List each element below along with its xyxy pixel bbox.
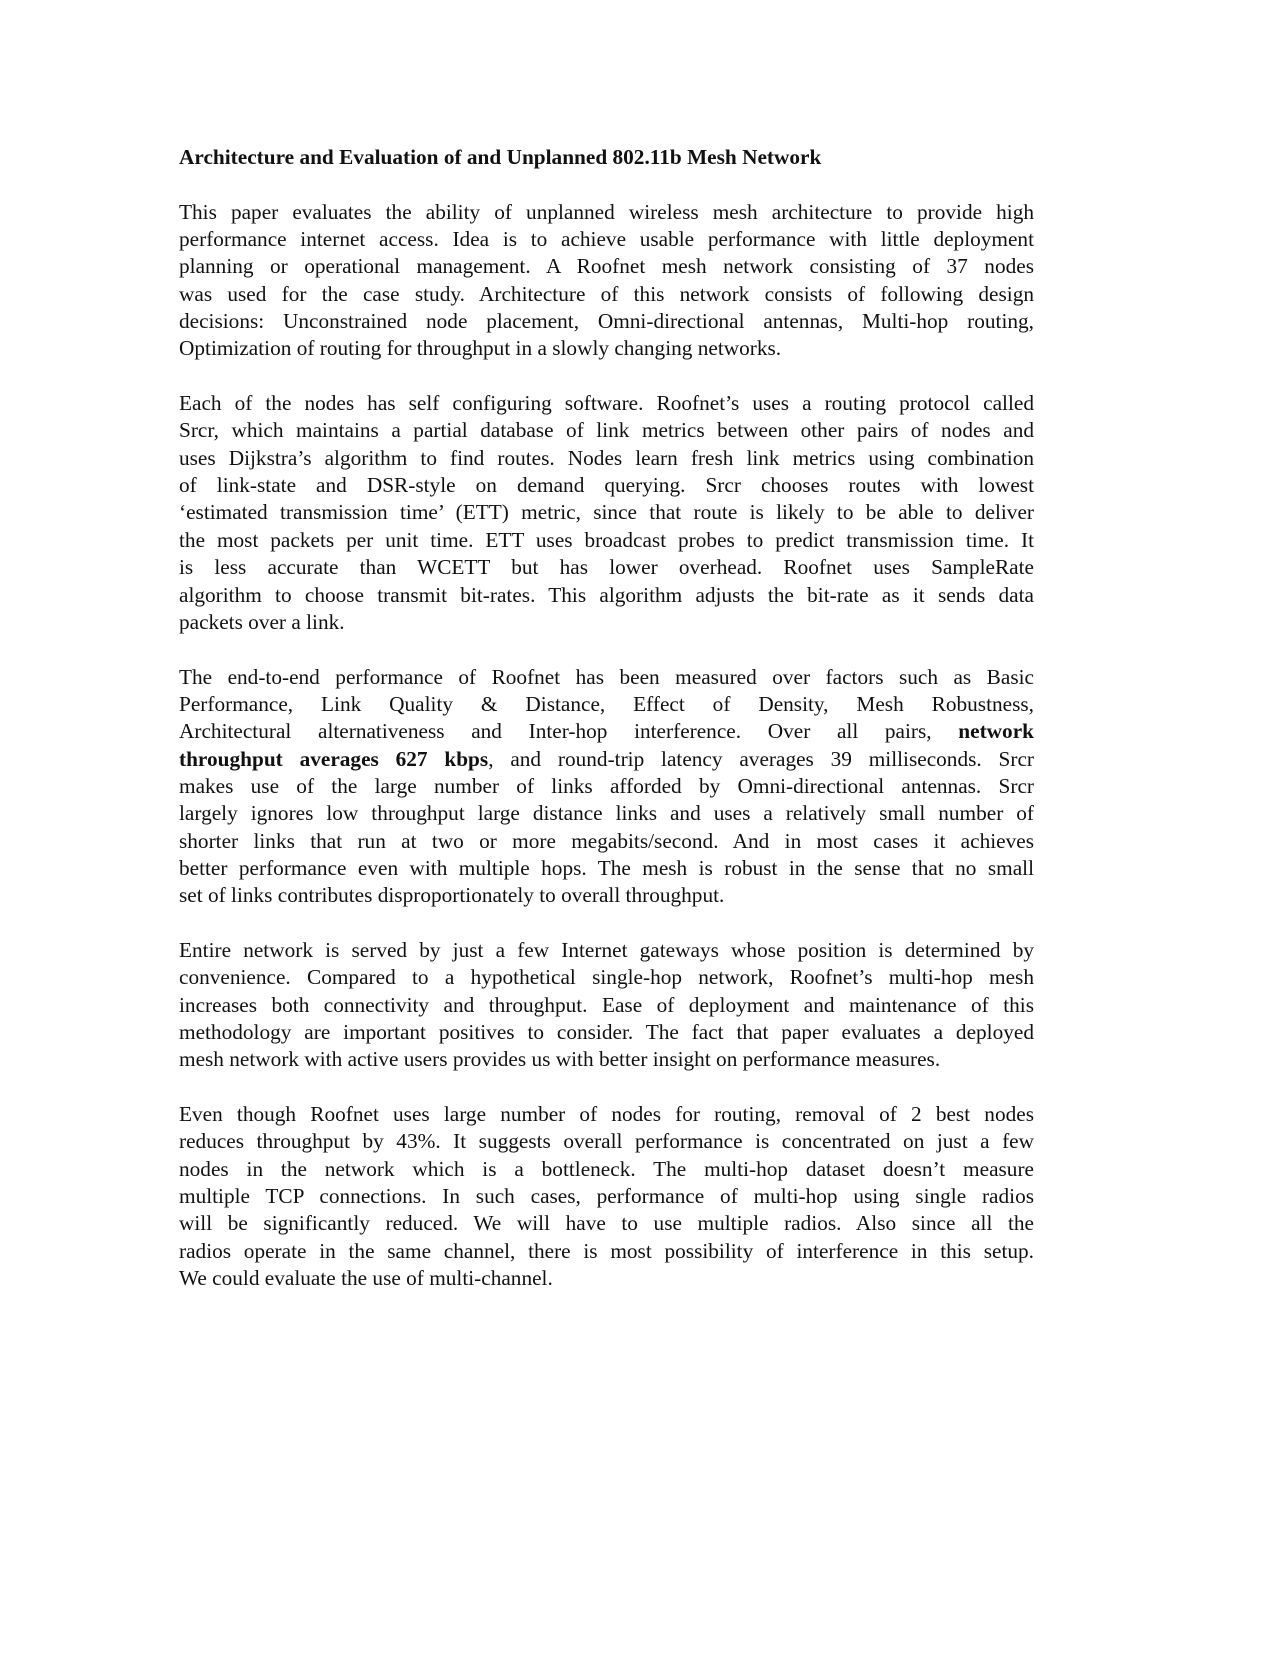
text-line: shorter links that run at two or more megabits/second. And in most cases it achieves (179, 828, 1034, 853)
paragraph (179, 937, 1034, 1074)
text-line: Each of the nodes has self configuring software. Roofnet’s uses a routing protocol called (179, 391, 1034, 416)
paragraph (179, 390, 1034, 636)
text-line: radios operate in the same channel, there is most possibility of interference in this setup. (179, 1238, 1034, 1263)
text-segment: Architectural alternativeness and Inter-hop interference. Over all pairs, (179, 719, 959, 744)
bold-text: network (958, 719, 1034, 744)
text-line: better performance even with multiple hops. The mesh is robust in the sense that no small (179, 855, 1034, 880)
spacer (179, 171, 1034, 198)
text-line: mesh network with active users provides us with better insight on performance measures. (179, 1047, 941, 1072)
text-line: uses Dijkstra’s algorithm to find routes. Nodes learn fresh link metrics using combination (179, 445, 1034, 470)
spacer (179, 363, 1034, 390)
text-line: the most packets per unit time. ETT uses broadcast probes to predict transmission time. It (179, 527, 1034, 552)
text-line: nodes in the network which is a bottleneck. The multi-hop dataset doesn’t measure (179, 1156, 1034, 1181)
text-line: reduces throughput by 43%. It suggests overall performance is concentrated on just a few (179, 1129, 1034, 1154)
spacer (179, 910, 1034, 937)
document-page (179, 144, 1034, 1292)
text-line: is less accurate than WCETT but has lower overhead. Roofnet uses SampleRate (179, 555, 1034, 580)
text-line: We could evaluate the use of multi-channel. (179, 1266, 553, 1291)
text-line: planning or operational management. A Roofnet mesh network consisting of 37 nodes (179, 254, 1034, 279)
text-line: Optimization of routing for throughput in a slowly changing networks. (179, 336, 782, 361)
text-line: convenience. Compared to a hypothetical single-hop network, Roofnet’s multi-hop mesh (179, 965, 1034, 990)
text-line: Even though Roofnet uses large number of nodes for routing, removal of 2 best nodes (179, 1102, 1034, 1127)
text-line: Srcr, which maintains a partial database of link metrics between other pairs of nodes and (179, 418, 1034, 443)
text-line: algorithm to choose transmit bit-rates. This algorithm adjusts the bit-rate as it sends data (179, 582, 1034, 607)
text-segment: , and round-trip latency averages 39 milliseconds. Srcr (488, 746, 1035, 771)
text-line: Entire network is served by just a few Internet gateways whose position is determined by (179, 937, 1034, 962)
paragraph (179, 1101, 1034, 1292)
document-body (179, 199, 1034, 1293)
text-line (179, 718, 1034, 745)
text-line: was used for the case study. Architecture of this network consists of following design (179, 281, 1034, 306)
text-line: This paper evaluates the ability of unplanned wireless mesh architecture to provide high (179, 199, 1034, 224)
text-line: makes use of the large number of links afforded by Omni-directional antennas. Srcr (179, 773, 1034, 798)
text-line: performance internet access. Idea is to achieve usable performance with little deployment (179, 227, 1034, 252)
text-line: Performance, Link Quality & Distance, Effect of Density, Mesh Robustness, (179, 691, 1034, 716)
text-line: multiple TCP connections. In such cases, performance of multi-hop using single radios (179, 1184, 1034, 1209)
text-line: set of links contributes disproportionately to overall throughput. (179, 883, 725, 908)
text-line: decisions: Unconstrained node placement, Omni-directional antennas, Multi-hop routing, (179, 309, 1034, 334)
paragraph (179, 664, 1034, 910)
spacer (179, 636, 1034, 663)
text-line (179, 746, 1034, 773)
text-line: of link-state and DSR-style on demand querying. Srcr chooses routes with lowest (179, 473, 1034, 498)
bold-text: throughput averages 627 kbps (179, 746, 489, 771)
text-line: ‘estimated transmission time’ (ETT) metric, since that route is likely to be able to deliver (179, 500, 1034, 525)
document-title: Architecture and Evaluation of and Unplanned 802.11b Mesh Network (179, 145, 822, 169)
spacer (179, 1074, 1034, 1101)
paragraph (179, 199, 1034, 363)
text-line: packets over a link. (179, 609, 345, 634)
text-line: methodology are important positives to consider. The fact that paper evaluates a deployed (179, 1020, 1034, 1044)
text-line: will be significantly reduced. We will have to use multiple radios. Also since all the (179, 1211, 1034, 1236)
text-line: increases both connectivity and throughput. Ease of deployment and maintenance of this (179, 992, 1034, 1017)
text-line: largely ignores low throughput large distance links and uses a relatively small number of (179, 801, 1034, 826)
text-line: The end-to-end performance of Roofnet has been measured over factors such as Basic (179, 664, 1034, 689)
